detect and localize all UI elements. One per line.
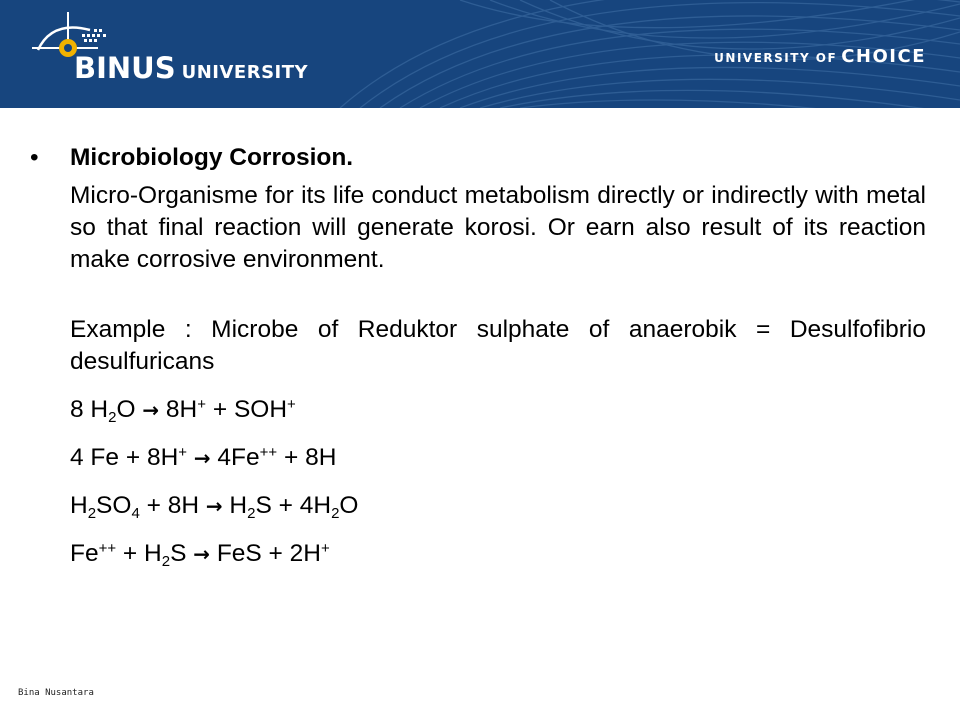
equation-text: FeS + 2H xyxy=(210,540,321,567)
equation-subscript: 2 xyxy=(108,409,117,426)
equation-text: Fe xyxy=(70,540,99,567)
equation-text: 4Fe xyxy=(210,444,260,471)
equation-list xyxy=(70,394,926,570)
slide-heading: Microbiology Corrosion. xyxy=(70,144,354,171)
tagline-choice: CHOICE xyxy=(841,46,926,67)
equation-superscript: + xyxy=(178,444,188,461)
right-arrow-icon: → xyxy=(142,398,160,422)
slide-header xyxy=(0,0,960,108)
equation-text: H xyxy=(222,492,248,519)
equation-text: 8 H xyxy=(70,396,109,423)
equation-text: + 8H xyxy=(277,444,337,471)
equation-subscript: 2 xyxy=(247,505,256,522)
equation-text: S xyxy=(170,540,194,567)
equation-superscript: + xyxy=(197,396,207,413)
chemical-equation-1 xyxy=(70,394,926,426)
example-paragraph: Example : Microbe of Reduktor sulphate of anaerobik = Desulfofibrio desulfuricans xyxy=(70,316,926,375)
tagline xyxy=(714,48,926,66)
equation-text: + H xyxy=(116,540,162,567)
equation-text: 8H xyxy=(159,396,198,423)
equation-text: + SOH xyxy=(206,396,288,423)
equation-text: O xyxy=(116,396,143,423)
brand-main: BINUS xyxy=(74,51,176,85)
equation-text xyxy=(187,444,194,471)
equation-superscript: ++ xyxy=(98,540,117,557)
equation-subscript: 2 xyxy=(161,553,171,570)
equation-subscript: 2 xyxy=(87,505,97,522)
brand-sub: UNIVERSITY xyxy=(181,62,309,83)
equation-text: O xyxy=(339,492,359,519)
right-arrow-icon: → xyxy=(193,446,211,470)
equation-superscript: + xyxy=(287,396,296,413)
equation-superscript: ++ xyxy=(259,444,278,461)
equation-superscript: + xyxy=(321,540,330,557)
chemical-equation-3 xyxy=(70,490,926,522)
equation-text: + 8H xyxy=(139,492,206,519)
bullet-item xyxy=(30,142,926,174)
chemical-equation-4 xyxy=(70,538,926,570)
equation-text: 4 Fe + 8H xyxy=(70,444,179,471)
slide-body xyxy=(30,142,926,570)
right-arrow-icon: → xyxy=(193,542,211,566)
equation-text: SO xyxy=(96,492,132,519)
chemical-equation-2 xyxy=(70,442,926,474)
bullet-icon: • xyxy=(30,144,39,171)
equation-subscript: 2 xyxy=(331,505,340,522)
brand-wordmark xyxy=(74,51,309,85)
right-arrow-icon: → xyxy=(205,494,223,518)
equation-text: H xyxy=(70,492,88,519)
footer-text: Bina Nusantara xyxy=(18,688,94,698)
equation-subscript: 4 xyxy=(131,505,140,522)
equation-text: S + 4H xyxy=(255,492,332,519)
tagline-prefix: UNIVERSITY OF xyxy=(714,51,838,65)
description-paragraph: Micro-Organisme for its life conduct metabolism directly or indirectly with metal so that final reaction will generate korosi. Or earn also result of its reaction make corrosive environment. xyxy=(70,182,926,273)
